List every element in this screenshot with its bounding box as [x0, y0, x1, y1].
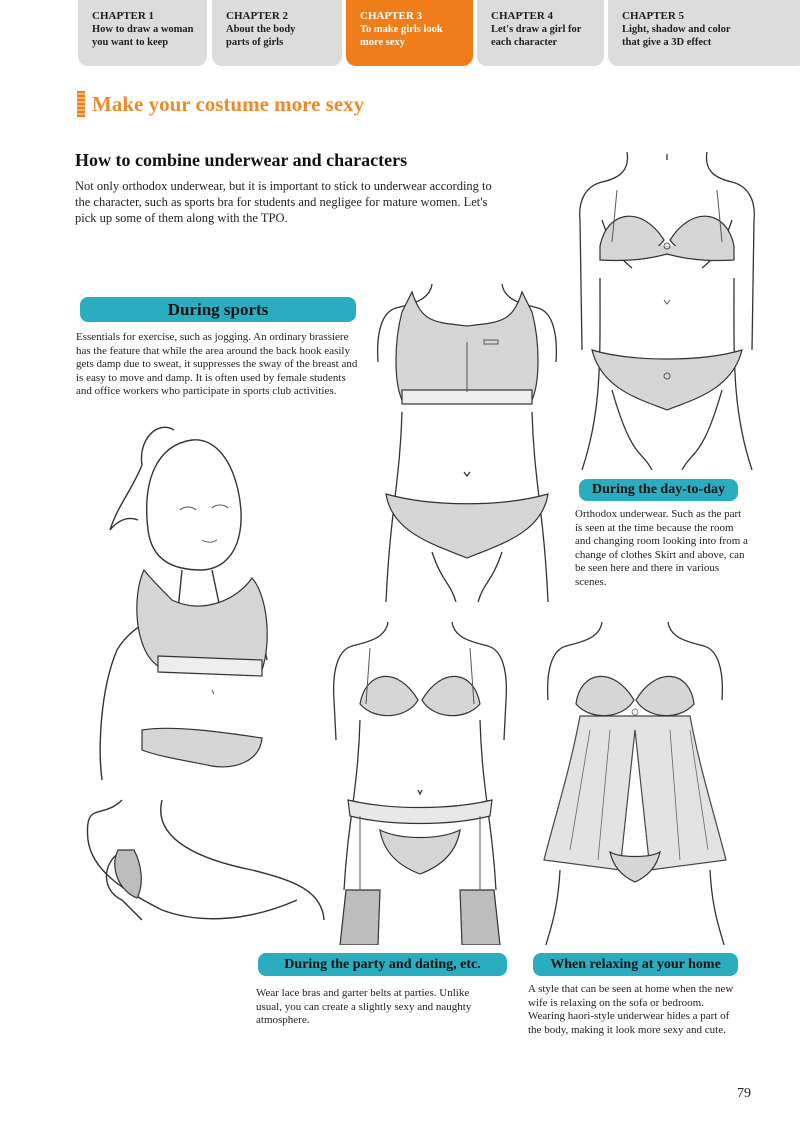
label-during-sports: During sports — [80, 297, 356, 322]
desc-during-sports: Essentials for exercise, such as jogging. An ordinary brassiere has the feature that while the area around the back hook easily gets damp due to sweat, it suppresses the sway of the breast and is easy to move and damp. It is often used by female students and office workers who participate in sports club activities. — [76, 331, 358, 397]
tab-title: parts of girls — [226, 37, 284, 48]
desc-during-day-to-day: Orthodox underwear. Such as the part is seen at the time because the room and changing room looking into from a change of clothes Skirt and above, can be seen here and there in various scenes. — [575, 508, 748, 588]
tab-title: that give a 3D effect — [622, 37, 712, 48]
tab-chapter-4[interactable] — [477, 0, 604, 66]
tab-title: each character — [491, 37, 558, 48]
figure-home — [540, 620, 730, 945]
tab-number: CHAPTER 2 — [226, 10, 289, 22]
tab-title: Light, shadow and color — [622, 24, 731, 35]
tab-title: To make girls look — [360, 24, 443, 35]
page-number: 79 — [737, 1086, 751, 1101]
tab-chapter-1[interactable] — [78, 0, 207, 66]
figure-sports — [372, 282, 562, 602]
tab-number: CHAPTER 5 — [622, 10, 685, 22]
tab-title: About the body — [226, 24, 296, 35]
desc-relaxing-at-home: A style that can be seen at home when the new wife is relaxing on the sofa or bedroom. Wearing haori-style underwear hides a part of the body, making it look more sexy and cute. — [528, 983, 734, 1036]
tab-number: CHAPTER 4 — [491, 10, 554, 22]
figure-day-to-day — [572, 150, 762, 470]
tab-number: CHAPTER 1 — [92, 10, 155, 22]
figure-party — [330, 620, 510, 945]
label-relaxing-at-home: When relaxing at your home — [533, 953, 738, 976]
intro-text: Not only orthodox underwear, but it is important to stick to underwear according to the character, such as sports bra for students and negligee for mature women. Let's pick up some of them along with the TPO. — [75, 179, 492, 225]
tab-title: How to draw a woman — [92, 24, 194, 35]
tab-number: CHAPTER 3 — [360, 10, 423, 22]
tab-title: more sexy — [360, 37, 405, 48]
tab-chapter-5[interactable] — [608, 0, 800, 66]
section-title — [77, 90, 364, 118]
tab-chapter-3[interactable] — [346, 0, 473, 66]
desc-during-party: Wear lace bras and garter belts at parties. Unlike usual, you can create a slightly sexy and naughty atmosphere. — [256, 987, 472, 1026]
section-title-text: Make your costume more sexy — [92, 91, 365, 116]
label-during-day-to-day: During the day-to-day — [579, 479, 738, 501]
label-during-party: During the party and dating, etc. — [258, 953, 507, 976]
tab-title: Let's draw a girl for — [491, 24, 582, 35]
tab-chapter-2[interactable] — [212, 0, 342, 66]
page-heading: How to combine underwear and characters — [75, 150, 408, 170]
section-marker — [77, 91, 85, 117]
tab-title: you want to keep — [92, 37, 169, 48]
figure-girl-sports — [62, 420, 342, 940]
chapter-tabs — [78, 0, 800, 66]
